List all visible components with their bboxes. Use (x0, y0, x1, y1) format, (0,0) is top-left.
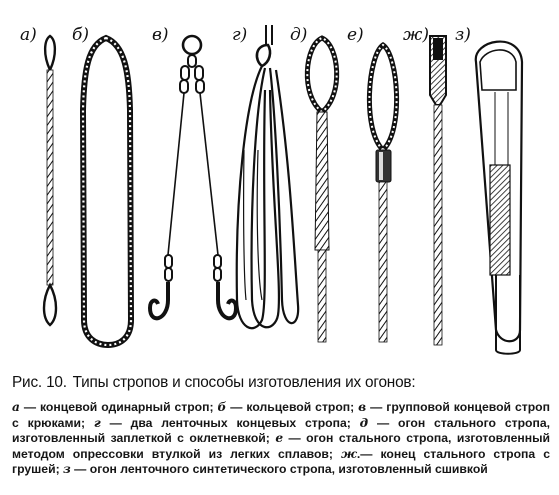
legend-text-e: — огон стального стропа, изготовленный методом опрессовки втулкой из легких сплавов; (12, 431, 550, 461)
group-sling-with-hooks (150, 36, 236, 318)
caption-legend (12, 400, 550, 478)
panel-label-z: з) (455, 25, 471, 45)
panel-label-e: е) (347, 25, 364, 45)
legend-letter-b: б (217, 400, 227, 414)
legend-letter-a: а (12, 400, 20, 414)
legend-letter-g: г (93, 415, 101, 430)
legend-text-a: — концевой одинарный строп; (19, 400, 218, 414)
panel-label-d: д) (290, 25, 308, 45)
legend-text-d: — огон стального стропа, изготовленный заплеткой с оклетневкой; (12, 415, 550, 445)
panel-label-zh: ж) (403, 25, 429, 45)
legend-text-z: — огон ленточного синтетического стропа, изготовленный сшивкой (70, 462, 488, 476)
stitched-belt-eye (476, 42, 522, 354)
figure-number: Рис. 10. (12, 374, 67, 391)
two-belt-slings (237, 25, 298, 328)
steel-sling-socket-end (430, 36, 446, 345)
figure-title: Типы стропов и способы изготовления их огонов: (72, 374, 416, 391)
legend-letter-zh: ж (340, 446, 357, 461)
pressed-sleeve-eye (369, 45, 396, 342)
panel-label-b: б) (72, 25, 90, 45)
legend-text-g: — два ленточных концевых стропа; (100, 415, 360, 430)
panel-label-v: в) (152, 25, 169, 45)
caption-title (12, 374, 530, 392)
panel-label-a: а) (20, 25, 37, 45)
legend-letter-z: з (63, 462, 71, 476)
legend-letter-e: е (275, 431, 284, 445)
panel-label-g: г) (232, 25, 248, 45)
ring-sling (83, 38, 131, 345)
legend-letter-v: в (358, 400, 367, 414)
figure-caption (0, 372, 559, 495)
legend-text-b: — кольцевой строп; (226, 400, 359, 414)
legend-letter-d: д (359, 415, 369, 430)
single-end-sling (44, 36, 56, 325)
spliced-steel-eye (307, 38, 336, 342)
legend-text-v: — групповой концевой строп с крюками; (12, 400, 550, 430)
legend-text-zh: .— конец стального стропа с грушей; (12, 446, 550, 476)
